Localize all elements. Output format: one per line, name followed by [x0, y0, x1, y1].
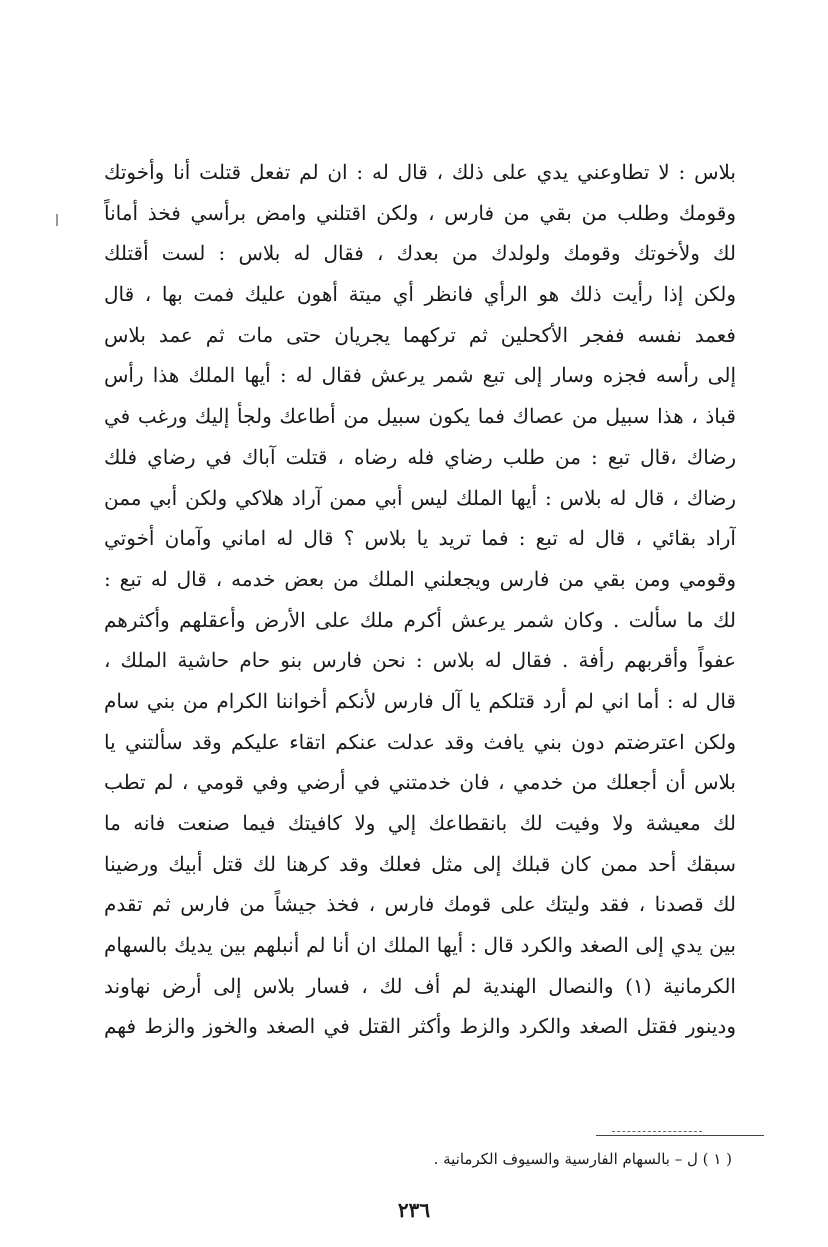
text-line: رضاك ،قال تبع : من طلب رضاي فله رضاه ، قتلت آباك في رضاي فلك	[104, 444, 736, 469]
footnote: ( ١ ) ل – بالسهام الفارسية والسيوف الكرمانية .	[433, 1150, 732, 1168]
text-line: قال له : أما اني لم أرد قتلكم يا آل فارس لأنكم أخواننا الكرام من بني سام	[104, 688, 736, 713]
text-line: بلاس : لا تطاوعني يدي على ذلك ، قال له : ان لم تفعل قتلت أنا وأخوتك	[104, 160, 736, 184]
footnote-rule-dashed	[612, 1131, 702, 1132]
text-line: عفواً وأقربهم رأفة . فقال له بلاس : نحن فارس بنو حام حاشية الملك ،	[104, 648, 736, 673]
body-text	[104, 152, 736, 1047]
page-number: ٢٣٦	[397, 1198, 431, 1222]
margin-mark	[56, 214, 58, 226]
text-line: آراد بقائي ، قال له تبع : فما تريد يا بلاس ؟ قال له اماني وآمان أخوتي	[104, 526, 736, 551]
text-line: ولكن اعترضتم دون بني يافث وقد عدلت عنكم اتقاء عليكم وقد سألتني يا	[104, 729, 736, 754]
text-line: ولكن إذا رأيت ذلك هو الرأي فانظر أي ميتة أهون عليك فمت بها ، قال	[104, 282, 736, 307]
text-line: سبقك أحد ممن كان قبلك إلى مثل فعلك وقد كرهنا لك قتل أبيك ورضينا	[104, 851, 736, 876]
text-line: بين يدي إلى الصغد والكرد قال : أيها الملك ان أنا لم أنبلهم بين يديك بالسهام	[104, 933, 736, 958]
text-line: بلاس أن أجعلك من خدمي ، فان خدمتني في أرضي وفي قومي ، لم تطب	[104, 770, 736, 795]
text-line: إلى رأسه فجزه وسار إلى تبع شمر يرعش فقال له : أيها الملك هذا رأس	[104, 363, 736, 388]
text-line: ودينور فقتل الصغد والكرد والزط وأكثر القتل في الصغد والخوز والزط فهم	[104, 1014, 736, 1039]
text-line: وقومك وطلب من بقي من فارس ، ولكن اقتلني وامض برأسي فخذ أماناً	[104, 200, 736, 225]
text-line: قباذ ، هذا سبيل من عصاك فما يكون سبيل من أطاعك ولجأ إليك ورغب في	[104, 404, 736, 429]
text-line: لك ولأخوتك وقومك ولولدك من بعدك ، فقال له بلاس : لست أقتلك	[104, 241, 736, 266]
text-line: لك قصدنا ، فقد وليتك على قومك فارس ، فخذ جيشاً من فارس ثم تقدم	[104, 892, 736, 917]
footnote-rule	[596, 1135, 764, 1136]
text-line: وقومي ومن بقي من فارس ويجعلني الملك من بعض خدمه ، قال له تبع :	[104, 566, 736, 591]
text-line: لك معيشة ولا وفيت لك بانقطاعك إلي ولا كافيتك فيما صنعت فانه ما	[104, 811, 736, 835]
text-line: رضاك ، قال له بلاس : أيها الملك ليس أبي ممن آراد هلاكي ولكن أبي ممن	[104, 485, 736, 510]
text-line: الكرمانية (١) والنصال الهندية لم أف لك ، فسار بلاس إلى أرض نهاوند	[104, 973, 736, 998]
text-line: فعمد نفسه ففجر الأكحلين ثم تركهما يجريان حتى مات ثم عمد بلاس	[104, 322, 736, 347]
text-line: لك ما سألت . وكان شمر يرعش أكرم ملك على الأرض وأعقلهم وأكثرهم	[104, 607, 736, 632]
